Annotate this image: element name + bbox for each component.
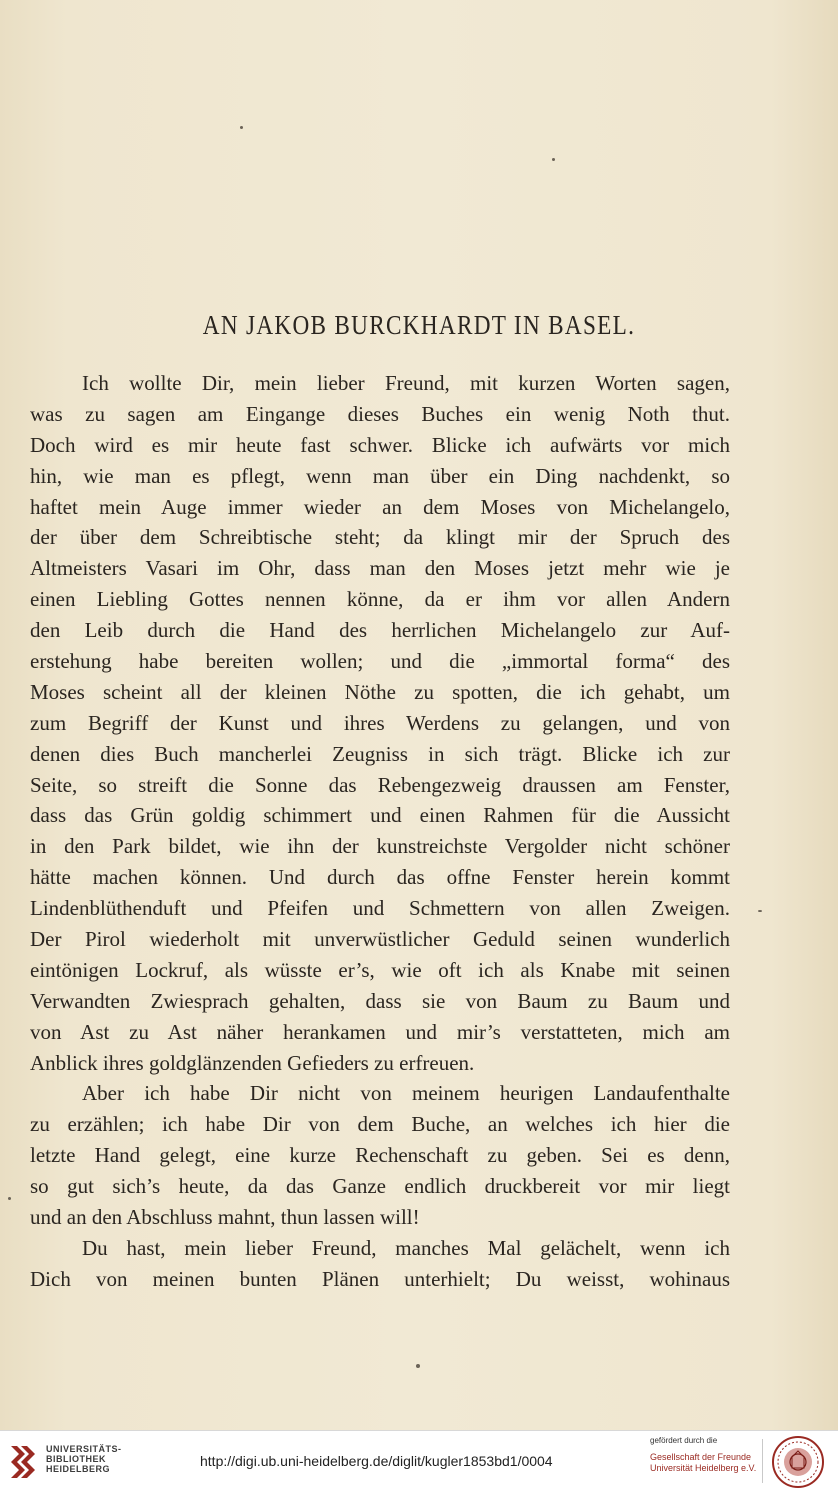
text-line: zum Begriff der Kunst und ihres Werdens zu gelangen, und von: [30, 710, 730, 735]
text-line: Seite, so streift die Sonne das Rebengezweig draussen am Fenster,: [30, 772, 730, 797]
page-title: AN JAKOB BURCKHARDT IN BASEL.: [202, 310, 636, 340]
text-line: von Ast zu Ast näher herankamen und mir’s verstatteten, mich am: [30, 1019, 730, 1044]
sponsor-org-line: Gesellschaft der Freunde: [650, 1452, 752, 1462]
text-line: Ich wollte Dir, mein lieber Freund, mit kurzen Worten sagen,: [82, 371, 730, 395]
text-line: denen dies Buch mancherlei Zeugniss in sich trägt. Blicke ich zur: [30, 741, 730, 766]
text-line: Anblick ihres goldglänzenden Gefieders zu erfreuen.: [30, 1050, 475, 1075]
page-speck: [416, 1364, 420, 1368]
text-line: haftet mein Auge immer wieder an dem Moses von Michelangelo,: [30, 494, 730, 519]
text-line: dass das Grün goldig schimmert und einen Rahmen für die Aussicht: [30, 803, 730, 828]
library-name: [46, 1444, 122, 1474]
text-line: hätte machen können. Und durch das offne Fenster herein kommt: [30, 865, 730, 890]
text-line: den Leib durch die Hand des herrlichen Michelangelo zur Auf-: [30, 618, 730, 643]
text-line: Aber ich habe Dir nicht von meinem heurigen Landaufenthalte: [82, 1081, 730, 1106]
text-line: Lindenblüthenduft und Pfeifen und Schmettern von allen Zweigen.: [30, 896, 730, 921]
sponsor-intro: gefördert durch die: [650, 1436, 718, 1445]
text-line: Du hast, mein lieber Freund, manches Mal gelächelt, wenn ich: [82, 1235, 730, 1260]
text-line: in den Park bildet, wie ihn der kunstreichste Vergolder nicht schöner: [30, 834, 730, 859]
text-line: Altmeisters Vasari im Ohr, dass man den Moses jetzt mehr wie je: [30, 556, 730, 581]
text-line: hin, wie man es pflegt, wenn man über ein Ding nachdenkt, so: [30, 463, 730, 488]
text-line: Dich von meinen bunten Plänen unterhielt; Du weisst, wohinaus: [30, 1266, 730, 1291]
text-line: Der Pirol wiederholt mit unverwüstlicher Geduld seinen wunderlich: [30, 927, 730, 952]
text-line: was zu sagen am Eingange dieses Buches ein wenig Noth thut.: [30, 401, 730, 426]
text-line: einen Liebling Gottes nennen könne, da er ihm vor allen Andern: [30, 587, 730, 612]
sponsor-credit: [650, 1435, 760, 1474]
footer-divider: [762, 1439, 763, 1483]
university-seal-icon[interactable]: [770, 1435, 826, 1489]
text-line: zu erzählen; ich habe Dir von dem Buche, an welches ich hier die: [30, 1112, 730, 1137]
text-line: Verwandten Zwiesprach gehalten, dass sie von Baum zu Baum und: [30, 988, 730, 1013]
text-line: der über dem Schreibtische steht; da klingt mir der Spruch des: [30, 525, 730, 550]
sponsor-org-line: Universität Heidelberg e.V.: [650, 1463, 757, 1473]
page-speck: [240, 126, 243, 129]
library-name-line: HEIDELBERG: [46, 1464, 111, 1474]
body-text: [30, 368, 730, 1295]
ub-heidelberg-logo-icon[interactable]: [8, 1440, 42, 1480]
viewer-footer: [0, 1430, 838, 1492]
text-line: so gut sich’s heute, da das Ganze endlich druckbereit vor mir liegt: [30, 1174, 730, 1199]
library-name-line: BIBLIOTHEK: [46, 1454, 106, 1464]
page-speck: [552, 158, 555, 161]
text-line: Moses scheint all der kleinen Nöthe zu spotten, die ich gehabt, um: [30, 679, 730, 704]
library-name-line: UNIVERSITÄTS-: [46, 1444, 122, 1454]
text-line: letzte Hand gelegt, eine kurze Rechenschaft zu geben. Sei es denn,: [30, 1143, 730, 1168]
page-speck: [8, 1197, 11, 1200]
text-line: und an den Abschluss mahnt, thun lassen will!: [30, 1205, 420, 1230]
text-line: Doch wird es mir heute fast schwer. Blicke ich aufwärts vor mich: [30, 432, 730, 457]
text-line: eintönigen Lockruf, als wüsste er’s, wie oft ich als Knabe mit seinen: [30, 957, 730, 982]
page-speck: [758, 910, 762, 912]
permalink-url[interactable]: http://digi.ub.uni-heidelberg.de/diglit/kugler1853bd1/0004: [200, 1453, 553, 1469]
text-line: erstehung habe bereiten wollen; und die „immortal forma“ des: [30, 649, 730, 674]
